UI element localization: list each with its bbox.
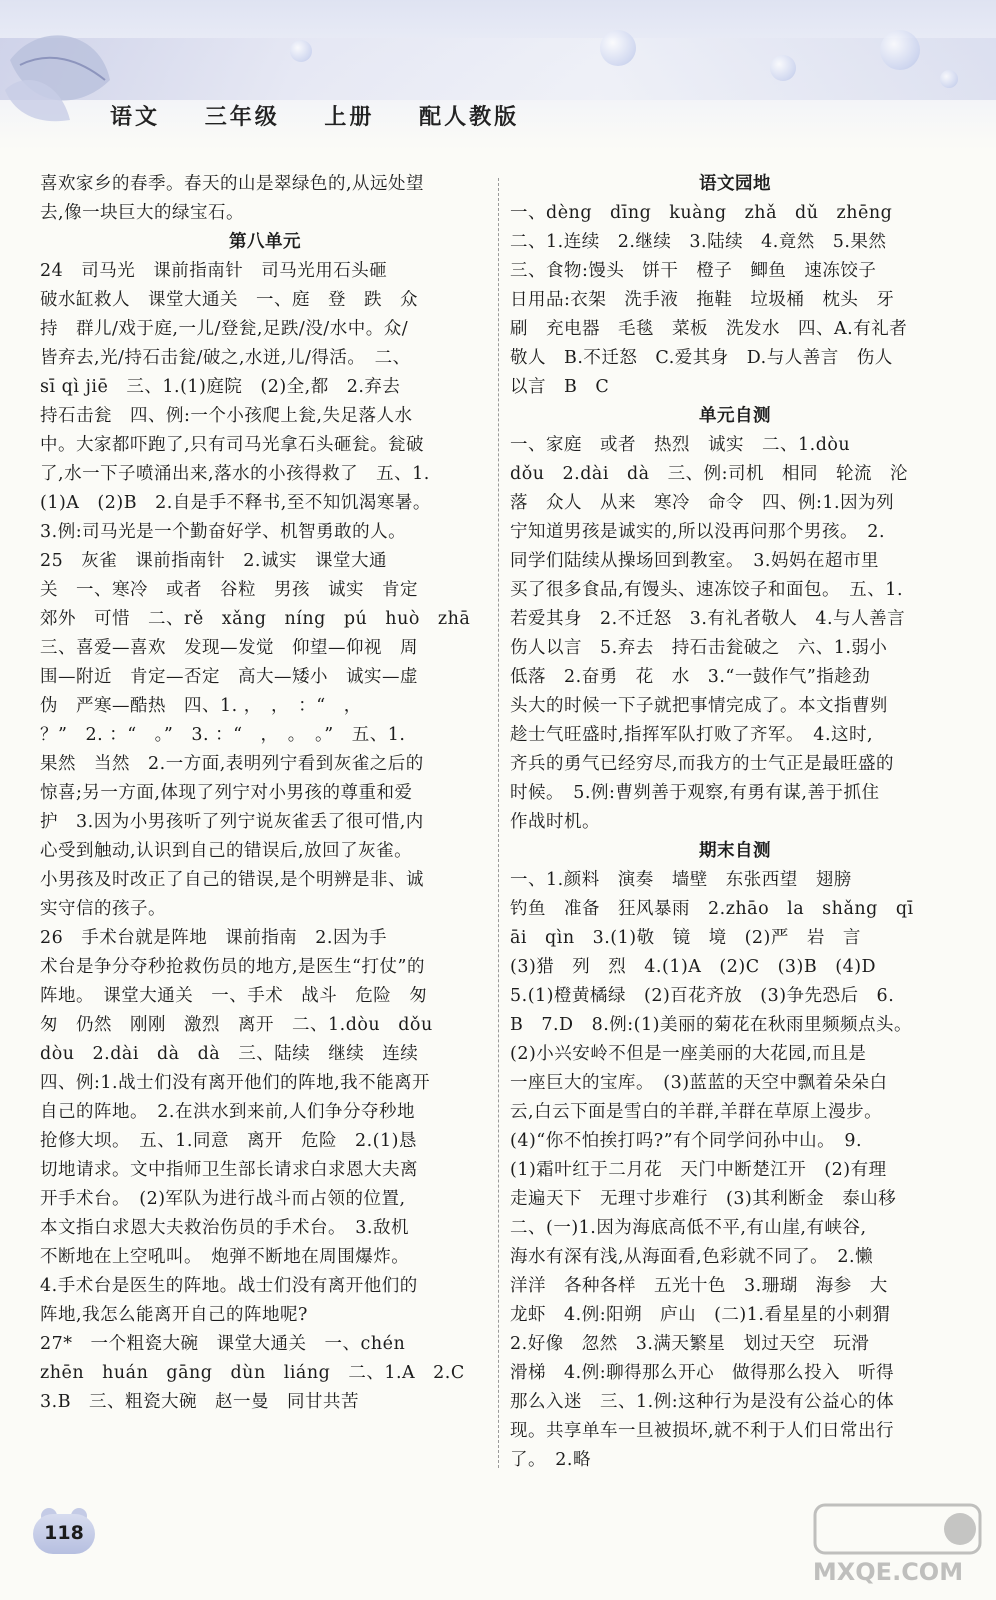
text-line: 中。大家都吓跑了,只有司马光拿石头砸瓮。瓮破 [40, 435, 425, 455]
text-line: 27* 一个粗瓷大碗 课堂大通关 一、chén [40, 1334, 406, 1354]
bubble-decoration-icon [940, 70, 958, 88]
section-heading: 期末自测 [699, 841, 771, 861]
section-heading: 第八单元 [229, 232, 301, 252]
text-line: 3.例:司马光是一个勤奋好学、机智勇敢的人。 [40, 522, 407, 542]
text-line: 惊喜;另一方面,体现了列宁对小男孩的尊重和爱 [40, 783, 413, 803]
text-line: 本文指白求恩大夫救治伤员的手术台。 3.敌机 [40, 1218, 409, 1238]
text-line: dǒu 2.dài dà 三、例:司机 相同 轮流 沦 [510, 464, 908, 484]
bubble-decoration-icon [600, 30, 636, 66]
text-line: 去,像一块巨大的绿宝石。 [40, 203, 245, 223]
text-line: sī qì jiē 三、1.(1)庭院 (2)全,都 2.弃去 [40, 377, 401, 397]
text-line: 3.B 三、粗瓷大碗 赵一曼 同甘共苦 [40, 1392, 360, 1412]
text-line: 小男孩及时改正了自己的错误,是个明辨是非、诚 [40, 870, 425, 890]
text-line: 那么入迷 三、1.例:这种行为是没有公益心的体 [510, 1392, 895, 1412]
text-line: 2.好像 忽然 3.满天繁星 划过天空 玩滑 [510, 1334, 870, 1354]
bubble-decoration-icon [880, 30, 920, 70]
text-line: 作战时机。 [510, 812, 600, 832]
page-number-badge [33, 1508, 95, 1554]
text-line: (4)“你不怕挨打吗?”有个同学问孙中山。 9. [510, 1131, 863, 1151]
text-line: 钓鱼 准备 狂风暴雨 2.zhāo la shǎng qī [510, 899, 914, 919]
text-line: 匆 仍然 刚刚 激烈 离开 二、1.dòu dǒu [40, 1015, 433, 1035]
text-line: (1)霜叶红于二月花 天门中断楚江开 (2)有理 [510, 1160, 887, 1180]
text-line: 二、1.连续 2.继续 3.陆续 4.竟然 5.果然 [510, 232, 887, 252]
text-line: 一、家庭 或者 热烈 诚实 二、1.dòu [510, 435, 851, 455]
text-line: 一、dèng dīng kuàng zhǎ dǔ zhēng [510, 203, 893, 223]
text-line: 喜欢家乡的春季。春天的山是翠绿色的,从远处望 [40, 174, 425, 194]
text-line: 自己的阵地。 2.在洪水到来前,人们争分夺秒地 [40, 1102, 416, 1122]
text-line: 若爱其身 2.不迁怒 3.有礼者敬人 4.与人善言 [510, 609, 906, 629]
text-line: dòu 2.dài dà dà 三、陆续 继续 连续 [40, 1044, 419, 1064]
text-line: 时候。 5.例:曹刿善于观察,有勇有谋,善于抓住 [510, 783, 880, 803]
text-line: 洋洋 各种各样 五光十色 3.珊瑚 海参 大 [510, 1276, 888, 1296]
text-line: 护 3.因为小男孩听了列宁说灰雀丢了很可惜,内 [40, 812, 424, 832]
text-line: 围—附近 肯定—否定 高大—矮小 诚实—虚 [40, 667, 418, 687]
text-line: 不断地在上空吼叫。 炮弹不断地在周围爆炸。 [40, 1247, 410, 1267]
bubble-decoration-icon [290, 40, 312, 62]
text-line: B 7.D 8.例:(1)美丽的菊花在秋雨里频频点头。 [510, 1015, 912, 1035]
text-line: 了,水一下子喷涌出来,落水的小孩得救了 五、1. [40, 464, 430, 484]
text-line: 术台是争分夺秒抢救伤员的地方,是医生“打仗”的 [40, 957, 425, 977]
text-line: 持 群儿/戏于庭,一儿/登瓮,足跌/没/水中。众/ [40, 319, 409, 339]
grade-label: 三年级 [204, 105, 280, 130]
text-line: 一座巨大的宝库。 (3)蓝蓝的天空中飘着朵朵白 [510, 1073, 888, 1093]
right-column [510, 170, 960, 1475]
text-line: 买了很多食品,有馒头、速冻饺子和面包。 五、1. [510, 580, 904, 600]
column-divider [498, 178, 499, 1468]
text-line: 关 一、寒冷 或者 谷粒 男孩 诚实 肯定 [40, 580, 418, 600]
text-line: 心受到触动,认识到自己的错误后,放回了灰雀。 [40, 841, 413, 861]
text-line: 了。 2.略 [510, 1450, 591, 1470]
text-line: 走遍天下 无理寸步难行 (3)其利断金 泰山移 [510, 1189, 897, 1209]
text-line: 阵地。 课堂大通关 一、手术 战斗 危险 匆 [40, 986, 428, 1006]
text-line: 25 灰雀 课前指南针 2.诚实 课堂大通 [40, 551, 387, 571]
text-line: (3)猎 列 烈 4.(1)A (2)C (3)B (4)D [510, 957, 877, 977]
text-line: 皆弃去,光/持石击瓮/破之,水迸,儿/得活。 二、 [40, 348, 411, 368]
text-line: 滑梯 4.例:聊得那么开心 做得那么投入 听得 [510, 1363, 895, 1383]
text-line: (2)小兴安岭不但是一座美丽的大花园,而且是 [510, 1044, 867, 1064]
text-line: 同学们陆续从操场回到教室。 3.妈妈在超市里 [510, 551, 879, 571]
text-line: 26 手术台就是阵地 课前指南 2.因为手 [40, 928, 387, 948]
subject-label: 语文 [110, 105, 161, 130]
text-line: 低落 2.奋勇 花 水 3.“一鼓作气”指趁劲 [510, 667, 871, 687]
text-line: 抢修大坝。 五、1.同意 离开 危险 2.(1)恳 [40, 1131, 417, 1151]
text-line: 以言 B C [510, 377, 610, 397]
page-number: 118 [44, 1522, 84, 1544]
text-line: 三、喜爱—喜欢 发现—发觉 仰望—仰视 周 [40, 638, 418, 658]
text-line: 四、例:1.战士们没有离开他们的阵地,我不能离开 [40, 1073, 431, 1093]
text-line: 海水有深有浅,从海面看,色彩就不同了。 2.懒 [510, 1247, 874, 1267]
text-line: 开手术台。 (2)军队为进行战斗而占领的位置, [40, 1189, 406, 1209]
text-line: 趁士气旺盛时,指挥军队打败了齐军。 4.这时, [510, 725, 874, 745]
left-column [40, 170, 490, 1417]
text-line: 切地请求。文中指师卫生部长请求白求恩大夫离 [40, 1160, 418, 1180]
text-line: 龙虾 4.例:阳朔 庐山 (二)1.看星星的小刺猬 [510, 1305, 891, 1325]
header-title [110, 100, 553, 131]
text-line: 二、(一)1.因为海底高低不平,有山崖,有峡谷, [510, 1218, 867, 1238]
section-heading: 语文园地 [699, 174, 771, 194]
volume-label: 上册 [324, 105, 375, 130]
text-line: 持石击瓮 四、例:一个小孩爬上瓮,失足落人水 [40, 406, 413, 426]
text-line: zhēn huán gāng dùn liáng 二、1.A 2.C [40, 1363, 465, 1383]
text-line: 24 司马光 课前指南针 司马光用石头砸 [40, 261, 388, 281]
text-line: 三、食物:馒头 饼干 橙子 鲫鱼 速冻饺子 [510, 261, 877, 281]
text-line: 阵地,我怎么能离开自己的阵地呢? [40, 1305, 308, 1325]
leaf-decoration-icon [0, 20, 120, 130]
text-line: 一、1.颜料 演奏 墙壁 东张西望 翅膀 [510, 870, 852, 890]
text-line: 齐兵的勇气已经穷尽,而我方的士气正是最旺盛的 [510, 754, 895, 774]
section-heading: 单元自测 [699, 406, 771, 426]
text-line: 破水缸救人 课堂大通关 一、庭 登 跌 众 [40, 290, 418, 310]
watermark-text: MXQE.COM [812, 1558, 964, 1586]
text-line: āi qìn 3.(1)敬 镜 境 (2)严 岩 言 [510, 928, 861, 948]
text-line: 4.手术台是医生的阵地。战士们没有离开他们的 [40, 1276, 418, 1296]
text-line: ？” 2. ：“ 。” 3. ：“ ， 。 。” 五、1. [40, 725, 406, 745]
edition-label: 配人教版 [419, 105, 520, 130]
text-line: 5.(1)橙黄橘绿 (2)百花齐放 (3)争先恐后 6. [510, 986, 895, 1006]
text-line: 头大的时候一下子就把事情完成了。本文指曹刿 [510, 696, 888, 716]
text-line: 日用品:衣架 洗手液 拖鞋 垃圾桶 枕头 牙 [510, 290, 895, 310]
text-line: 落 众人 从来 寒冷 命令 四、例:1.因为列 [510, 493, 895, 513]
text-line: 刷 充电器 毛毯 菜板 洗发水 四、A.有礼者 [510, 319, 908, 339]
text-line: 伤人以言 5.弃去 持石击瓮破之 六、1.弱小 [510, 638, 888, 658]
text-line: 实守信的孩子。 [40, 899, 166, 919]
text-line: 宁知道男孩是诚实的,所以没再问那个男孩。 2. [510, 522, 886, 542]
text-line: 现。共享单车一旦被损坏,就不利于人们日常出行 [510, 1421, 895, 1441]
text-line: (1)A (2)B 2.自是手不释书,至不知饥渴寒暑。 [40, 493, 431, 513]
text-line: 敬人 B.不迁怒 C.爱其身 D.与人善言 伤人 [510, 348, 893, 368]
text-line: 伪 严寒—酷热 四、1. ， ， ：“ ， [40, 696, 362, 716]
text-line: 果然 当然 2.一方面,表明列宁看到灰雀之后的 [40, 754, 424, 774]
text-line: 郊外 可惜 二、rě xǎng níng pú huò zhā [40, 609, 471, 629]
text-line: 云,白云下面是雪白的羊群,羊群在草原上漫步。 [510, 1102, 883, 1122]
header-band [0, 38, 996, 100]
page-header [0, 0, 996, 150]
bubble-decoration-icon [770, 55, 796, 81]
watermark-logo-icon [810, 1500, 985, 1590]
